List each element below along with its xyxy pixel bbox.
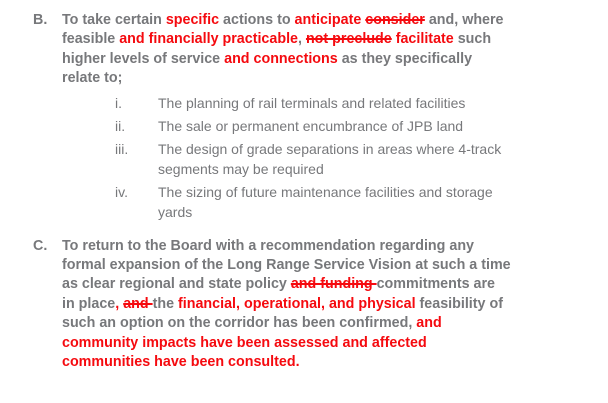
sublist-item-iv bbox=[115, 182, 608, 222]
sublist-item-text bbox=[158, 139, 501, 179]
deleted-text-segment: consider bbox=[365, 12, 425, 28]
sublist-item-iii bbox=[115, 139, 608, 179]
sublist-item-label: iv. bbox=[115, 183, 128, 200]
text-line bbox=[62, 295, 582, 314]
text-line bbox=[62, 353, 582, 372]
inserted-text-segment: anticipate bbox=[294, 12, 366, 28]
inserted-text-segment: communities have been consulted. bbox=[62, 354, 300, 371]
text-line: The sizing of future maintenance facilities and storage bbox=[158, 183, 493, 200]
text-segment: in place bbox=[62, 295, 116, 312]
text-segment: as clear regional and state policy bbox=[62, 276, 291, 293]
inserted-text-segment: and connections bbox=[224, 50, 338, 67]
inserted-text-segment: specific bbox=[165, 12, 220, 28]
item-paragraph bbox=[62, 237, 582, 373]
text-line bbox=[62, 275, 582, 294]
text-segment: and, where bbox=[424, 12, 504, 28]
text-line bbox=[62, 237, 582, 256]
text-segment: commitments are bbox=[376, 276, 495, 293]
text-segment: such an option on the corridor has been confirmed, bbox=[62, 315, 417, 332]
sublist-item-i bbox=[115, 93, 608, 113]
sublist-item-text bbox=[158, 116, 463, 136]
inserted-text-segment: , bbox=[115, 295, 124, 312]
text-segment: relate to; bbox=[62, 70, 123, 87]
sublist-item-label: iii. bbox=[115, 140, 129, 157]
text-line: The planning of rail terminals and related facilities bbox=[158, 94, 466, 111]
list-item-b bbox=[0, 11, 608, 222]
inserted-text-segment: and financially practicable bbox=[119, 31, 298, 48]
list-item-c bbox=[0, 237, 608, 373]
text-line bbox=[62, 69, 582, 88]
text-segment: such bbox=[453, 31, 492, 48]
inserted-text-segment: facilitate bbox=[391, 31, 454, 48]
sublist-item-text bbox=[158, 182, 493, 222]
text-line bbox=[62, 314, 582, 333]
text-segment: the bbox=[152, 295, 179, 312]
text-segment: higher levels of service bbox=[62, 50, 225, 67]
text-segment: formal expansion of the Long Range Service Vision at such a time bbox=[62, 257, 511, 274]
text-line: yards bbox=[158, 203, 193, 220]
text-line bbox=[62, 50, 582, 69]
text-line: segments may be required bbox=[158, 160, 324, 177]
sublist-item-text bbox=[158, 93, 465, 113]
text-segment: feasibility of bbox=[415, 295, 503, 312]
text-segment: actions to bbox=[219, 12, 295, 28]
inserted-text-segment: and bbox=[416, 315, 442, 332]
text-line bbox=[62, 11, 582, 30]
text-line: The sale or permanent encumbrance of JPB land bbox=[158, 117, 464, 134]
sublist-item-ii bbox=[115, 116, 608, 136]
deleted-text-segment: not preclude bbox=[305, 31, 392, 48]
inserted-text-segment: financial, operational, and physical bbox=[178, 295, 416, 312]
text-segment: To return to the Board with a recommendation regarding any bbox=[62, 237, 475, 254]
text-line bbox=[62, 334, 582, 353]
item-label-c: C. bbox=[33, 237, 48, 254]
text-segment: as they specifically bbox=[337, 50, 473, 67]
roman-sublist bbox=[115, 93, 608, 222]
inserted-text-segment: community impacts have been assessed and affected bbox=[62, 334, 427, 351]
item-label-b: B. bbox=[33, 12, 48, 28]
item-paragraph bbox=[62, 11, 582, 89]
deleted-text-segment: and bbox=[123, 295, 153, 312]
sublist-item-label: ii. bbox=[115, 117, 126, 134]
sublist-item-label: i. bbox=[115, 94, 122, 111]
text-segment: , bbox=[298, 31, 306, 48]
text-segment: feasible bbox=[62, 31, 120, 48]
text-line: The design of grade separations in areas where 4-track bbox=[158, 140, 502, 157]
text-line bbox=[62, 30, 582, 49]
text-segment: To take certain bbox=[62, 12, 166, 28]
text-line bbox=[62, 256, 582, 275]
deleted-text-segment: and funding bbox=[290, 276, 377, 293]
